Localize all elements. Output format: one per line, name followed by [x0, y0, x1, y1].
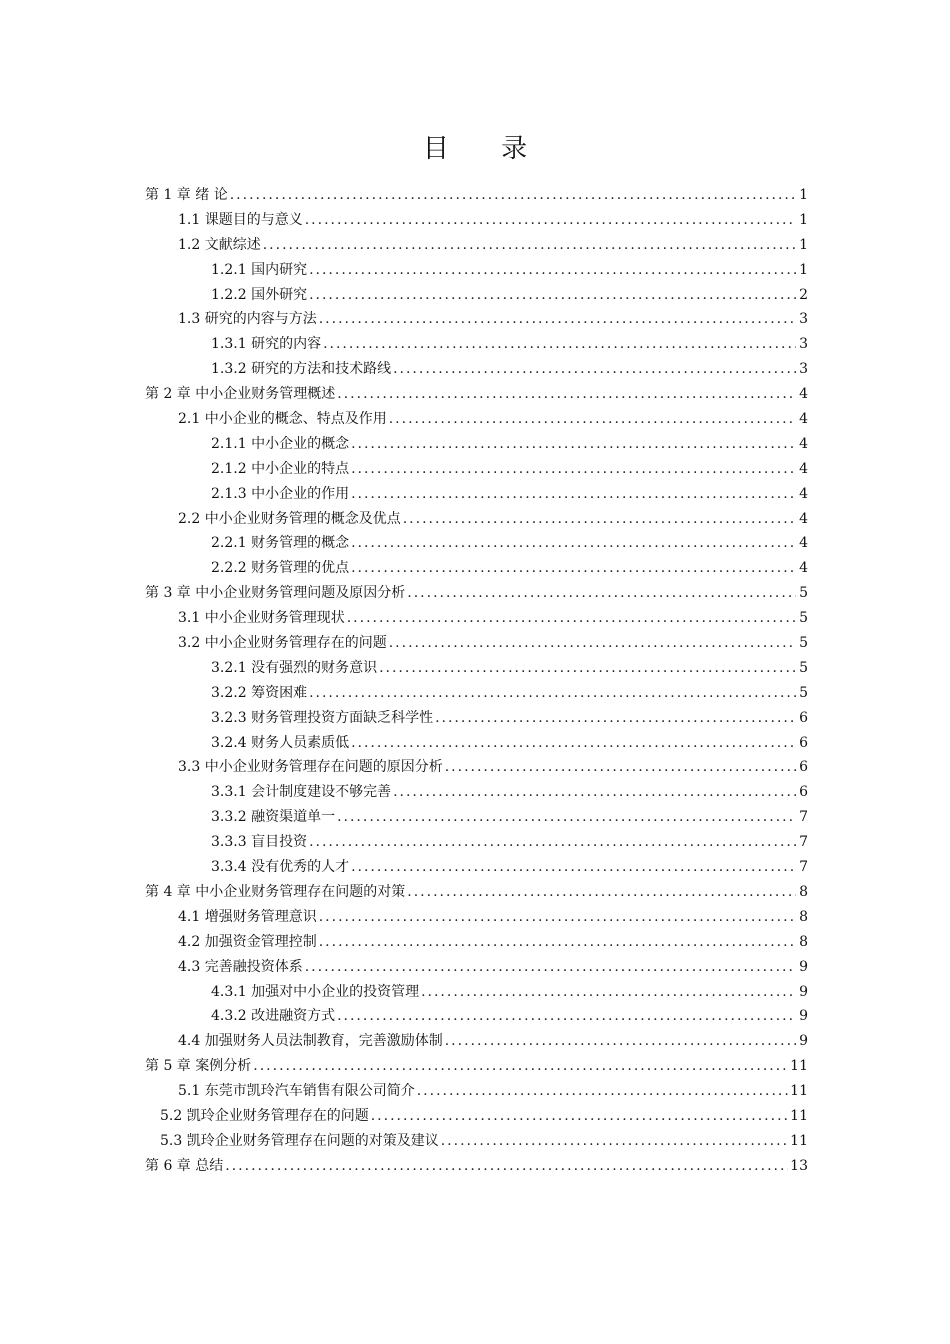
toc-leader — [323, 332, 796, 357]
toc-leader — [435, 706, 796, 731]
toc-label: 3.2.3 财务管理投资方面缺乏科学性 — [211, 709, 434, 726]
toc-entry[interactable] — [145, 432, 808, 457]
toc-entry[interactable] — [145, 482, 808, 507]
toc-entry[interactable] — [145, 357, 808, 382]
toc-page-number: 5 — [799, 610, 808, 627]
toc-label: 4.4 加强财务人员法制教育，完善激励体制 — [178, 1033, 443, 1050]
toc-entry[interactable] — [145, 283, 808, 308]
toc-entry[interactable] — [145, 731, 808, 756]
toc-page-number: 9 — [799, 983, 808, 1000]
toc-label: 3.1 中小企业财务管理现状 — [178, 610, 345, 627]
toc-page-number: 4 — [799, 535, 808, 552]
toc-leader — [407, 880, 796, 905]
toc-entry[interactable] — [145, 531, 808, 556]
toc-label: 1.3.2 研究的方法和技术路线 — [211, 361, 392, 378]
toc-entry[interactable] — [145, 706, 808, 731]
toc-page-number: 7 — [799, 834, 808, 851]
toc-page-number: 6 — [799, 734, 808, 751]
toc-label: 3.3.3 盲目投资 — [211, 834, 308, 851]
toc-page-number: 4 — [799, 435, 808, 452]
toc-entry[interactable] — [145, 855, 808, 880]
toc-label: 第 5 章 案例分析 — [145, 1058, 252, 1075]
toc-label: 1.2.1 国内研究 — [211, 261, 308, 278]
toc-page-number: 9 — [799, 958, 808, 975]
toc-entry[interactable] — [145, 755, 808, 780]
toc-label: 3.3.4 没有优秀的人才 — [211, 859, 350, 876]
toc-label: 3.3.1 会计制度建设不够完善 — [211, 784, 392, 801]
toc-entry[interactable] — [145, 1154, 808, 1179]
toc-page-number: 1 — [799, 261, 808, 278]
toc-leader — [351, 731, 796, 756]
toc-entry[interactable] — [145, 1129, 808, 1154]
toc-entry[interactable] — [145, 1104, 808, 1129]
toc-page-number: 11 — [790, 1107, 808, 1124]
toc-entry[interactable] — [145, 905, 808, 930]
toc-page-number: 4 — [799, 510, 808, 527]
toc-entry[interactable] — [145, 606, 808, 631]
toc-leader — [393, 780, 796, 805]
toc-entry[interactable] — [145, 681, 808, 706]
toc-page-number: 5 — [799, 585, 808, 602]
toc-leader — [347, 606, 796, 631]
toc-label: 第 3 章 中小企业财务管理问题及原因分析 — [145, 585, 406, 602]
toc-leader — [445, 755, 796, 780]
toc-page-number: 1 — [799, 211, 808, 228]
toc-label: 4.2 加强资金管理控制 — [178, 933, 317, 950]
toc-label: 第 2 章 中小企业财务管理概述 — [145, 386, 336, 403]
toc-page-number: 7 — [799, 809, 808, 826]
toc-page-number: 9 — [799, 1008, 808, 1025]
toc-leader — [253, 1054, 788, 1079]
toc-entry[interactable] — [145, 805, 808, 830]
toc-leader — [305, 208, 796, 233]
toc-label: 4.3.1 加强对中小企业的投资管理 — [211, 983, 420, 1000]
toc-label: 2.2.1 财务管理的概念 — [211, 535, 350, 552]
toc-leader — [389, 407, 796, 432]
toc-label: 5.1 东莞市凯玲汽车销售有限公司简介 — [178, 1083, 415, 1100]
toc-entry[interactable] — [145, 980, 808, 1005]
toc-label: 4.3 完善融投资体系 — [178, 958, 303, 975]
toc-entry[interactable] — [145, 656, 808, 681]
toc-page-number: 6 — [799, 784, 808, 801]
toc-page-number: 4 — [799, 411, 808, 428]
toc-entry[interactable] — [145, 208, 808, 233]
toc-label: 第 4 章 中小企业财务管理存在问题的对策 — [145, 883, 406, 900]
toc-entry[interactable] — [145, 457, 808, 482]
toc-leader — [337, 382, 796, 407]
toc-entry[interactable] — [145, 1029, 808, 1054]
toc-label: 5.3 凯玲企业财务管理存在问题的对策及建议 — [160, 1132, 439, 1149]
toc-page-number: 5 — [799, 659, 808, 676]
toc-page-number: 9 — [799, 1033, 808, 1050]
toc-label: 2.1.2 中小企业的特点 — [211, 460, 350, 477]
toc-leader — [319, 930, 796, 955]
toc-page-number: 4 — [799, 560, 808, 577]
toc-entry[interactable] — [145, 930, 808, 955]
toc-leader — [371, 1104, 788, 1129]
toc-page-number: 5 — [799, 684, 808, 701]
toc-leader — [351, 432, 796, 457]
toc-leader — [351, 855, 796, 880]
toc-leader — [389, 631, 796, 656]
toc-label: 2.1.3 中小企业的作用 — [211, 485, 350, 502]
toc-page-number: 11 — [790, 1058, 808, 1075]
toc-label: 3.2.2 筹资困难 — [211, 684, 308, 701]
toc-entry[interactable] — [145, 332, 808, 357]
toc-page-number: 1 — [799, 236, 808, 253]
toc-leader — [351, 482, 796, 507]
toc-label: 第 6 章 总结 — [145, 1157, 224, 1174]
toc-leader — [421, 980, 796, 1005]
toc-page-number: 8 — [799, 883, 808, 900]
toc-label: 1.2.2 国外研究 — [211, 286, 308, 303]
toc-leader — [309, 830, 796, 855]
toc-entry[interactable] — [145, 507, 808, 532]
toc-entry[interactable] — [145, 382, 808, 407]
toc-entry[interactable] — [145, 183, 808, 208]
toc-leader — [319, 307, 796, 332]
toc-entry[interactable] — [145, 780, 808, 805]
toc-page-number: 4 — [799, 386, 808, 403]
toc-leader — [407, 581, 796, 606]
toc-leader — [403, 507, 796, 532]
toc-label: 3.3.2 融资渠道单一 — [211, 809, 336, 826]
toc-leader — [309, 681, 796, 706]
toc-leader — [393, 357, 796, 382]
toc-entry[interactable] — [145, 631, 808, 656]
page-title: 目 录 — [422, 134, 550, 164]
toc-page-number: 1 — [799, 187, 808, 203]
toc-entry[interactable] — [145, 258, 808, 283]
toc-leader — [337, 805, 796, 830]
toc-entry[interactable] — [145, 233, 808, 258]
toc-label: 3.2.4 财务人员素质低 — [211, 734, 350, 751]
toc-entry[interactable] — [145, 830, 808, 855]
toc-page-number: 13 — [790, 1157, 808, 1174]
toc-leader — [445, 1029, 796, 1054]
toc-entry[interactable] — [145, 556, 808, 581]
toc-leader — [309, 283, 796, 308]
toc-entry[interactable] — [145, 407, 808, 432]
toc-page-number: 4 — [799, 460, 808, 477]
toc-leader — [441, 1129, 788, 1154]
toc-label: 1.3.1 研究的内容 — [211, 336, 322, 353]
toc-page-number: 6 — [799, 759, 808, 776]
toc-page-number: 3 — [799, 311, 808, 328]
toc-page-number: 4 — [799, 485, 808, 502]
toc-page-number: 5 — [799, 635, 808, 652]
toc-page-number: 7 — [799, 859, 808, 876]
toc-label: 2.2 中小企业财务管理的概念及优点 — [178, 510, 401, 527]
toc-leader — [351, 556, 796, 581]
table-of-contents — [145, 183, 808, 1179]
toc-page-number: 6 — [799, 709, 808, 726]
toc-page-number: 2 — [799, 286, 808, 303]
toc-label: 2.2.2 财务管理的优点 — [211, 560, 350, 577]
toc-entry[interactable] — [145, 1004, 808, 1029]
toc-entry[interactable] — [145, 955, 808, 980]
toc-leader — [351, 457, 796, 482]
toc-label: 3.2 中小企业财务管理存在的问题 — [178, 635, 387, 652]
toc-leader — [337, 1004, 796, 1029]
toc-label: 3.3 中小企业财务管理存在问题的原因分析 — [178, 759, 443, 776]
toc-label: 3.2.1 没有强烈的财务意识 — [211, 659, 378, 676]
toc-page-number: 11 — [790, 1083, 808, 1100]
toc-entry[interactable] — [145, 1079, 808, 1104]
toc-entry[interactable] — [145, 1054, 808, 1079]
toc-page-number: 3 — [799, 361, 808, 378]
toc-leader — [225, 1154, 788, 1179]
toc-label: 4.3.2 改进融资方式 — [211, 1008, 336, 1025]
toc-label: 4.1 增强财务管理意识 — [178, 908, 317, 925]
toc-page-number: 3 — [799, 336, 808, 353]
toc-entry[interactable] — [145, 880, 808, 905]
toc-leader — [230, 183, 796, 208]
toc-leader — [309, 258, 796, 283]
toc-label: 1.3 研究的内容与方法 — [178, 311, 317, 328]
toc-page-number: 8 — [799, 908, 808, 925]
toc-label: 5.2 凯玲企业财务管理存在的问题 — [160, 1107, 369, 1124]
toc-entry[interactable] — [145, 307, 808, 332]
toc-leader — [379, 656, 796, 681]
toc-page-number: 11 — [790, 1132, 808, 1149]
toc-leader — [417, 1079, 788, 1104]
toc-leader — [319, 905, 796, 930]
toc-label: 1.2 文献综述 — [178, 236, 261, 253]
toc-label: 2.1.1 中小企业的概念 — [211, 435, 350, 452]
toc-label: 1.1 课题目的与意义 — [178, 211, 303, 228]
toc-leader — [305, 955, 796, 980]
toc-page-number: 8 — [799, 933, 808, 950]
toc-leader — [351, 531, 796, 556]
toc-leader — [263, 233, 796, 258]
toc-label: 2.1 中小企业的概念、特点及作用 — [178, 411, 387, 428]
toc-label: 第 1 章 绪 论 — [145, 187, 228, 203]
toc-entry[interactable] — [145, 581, 808, 606]
